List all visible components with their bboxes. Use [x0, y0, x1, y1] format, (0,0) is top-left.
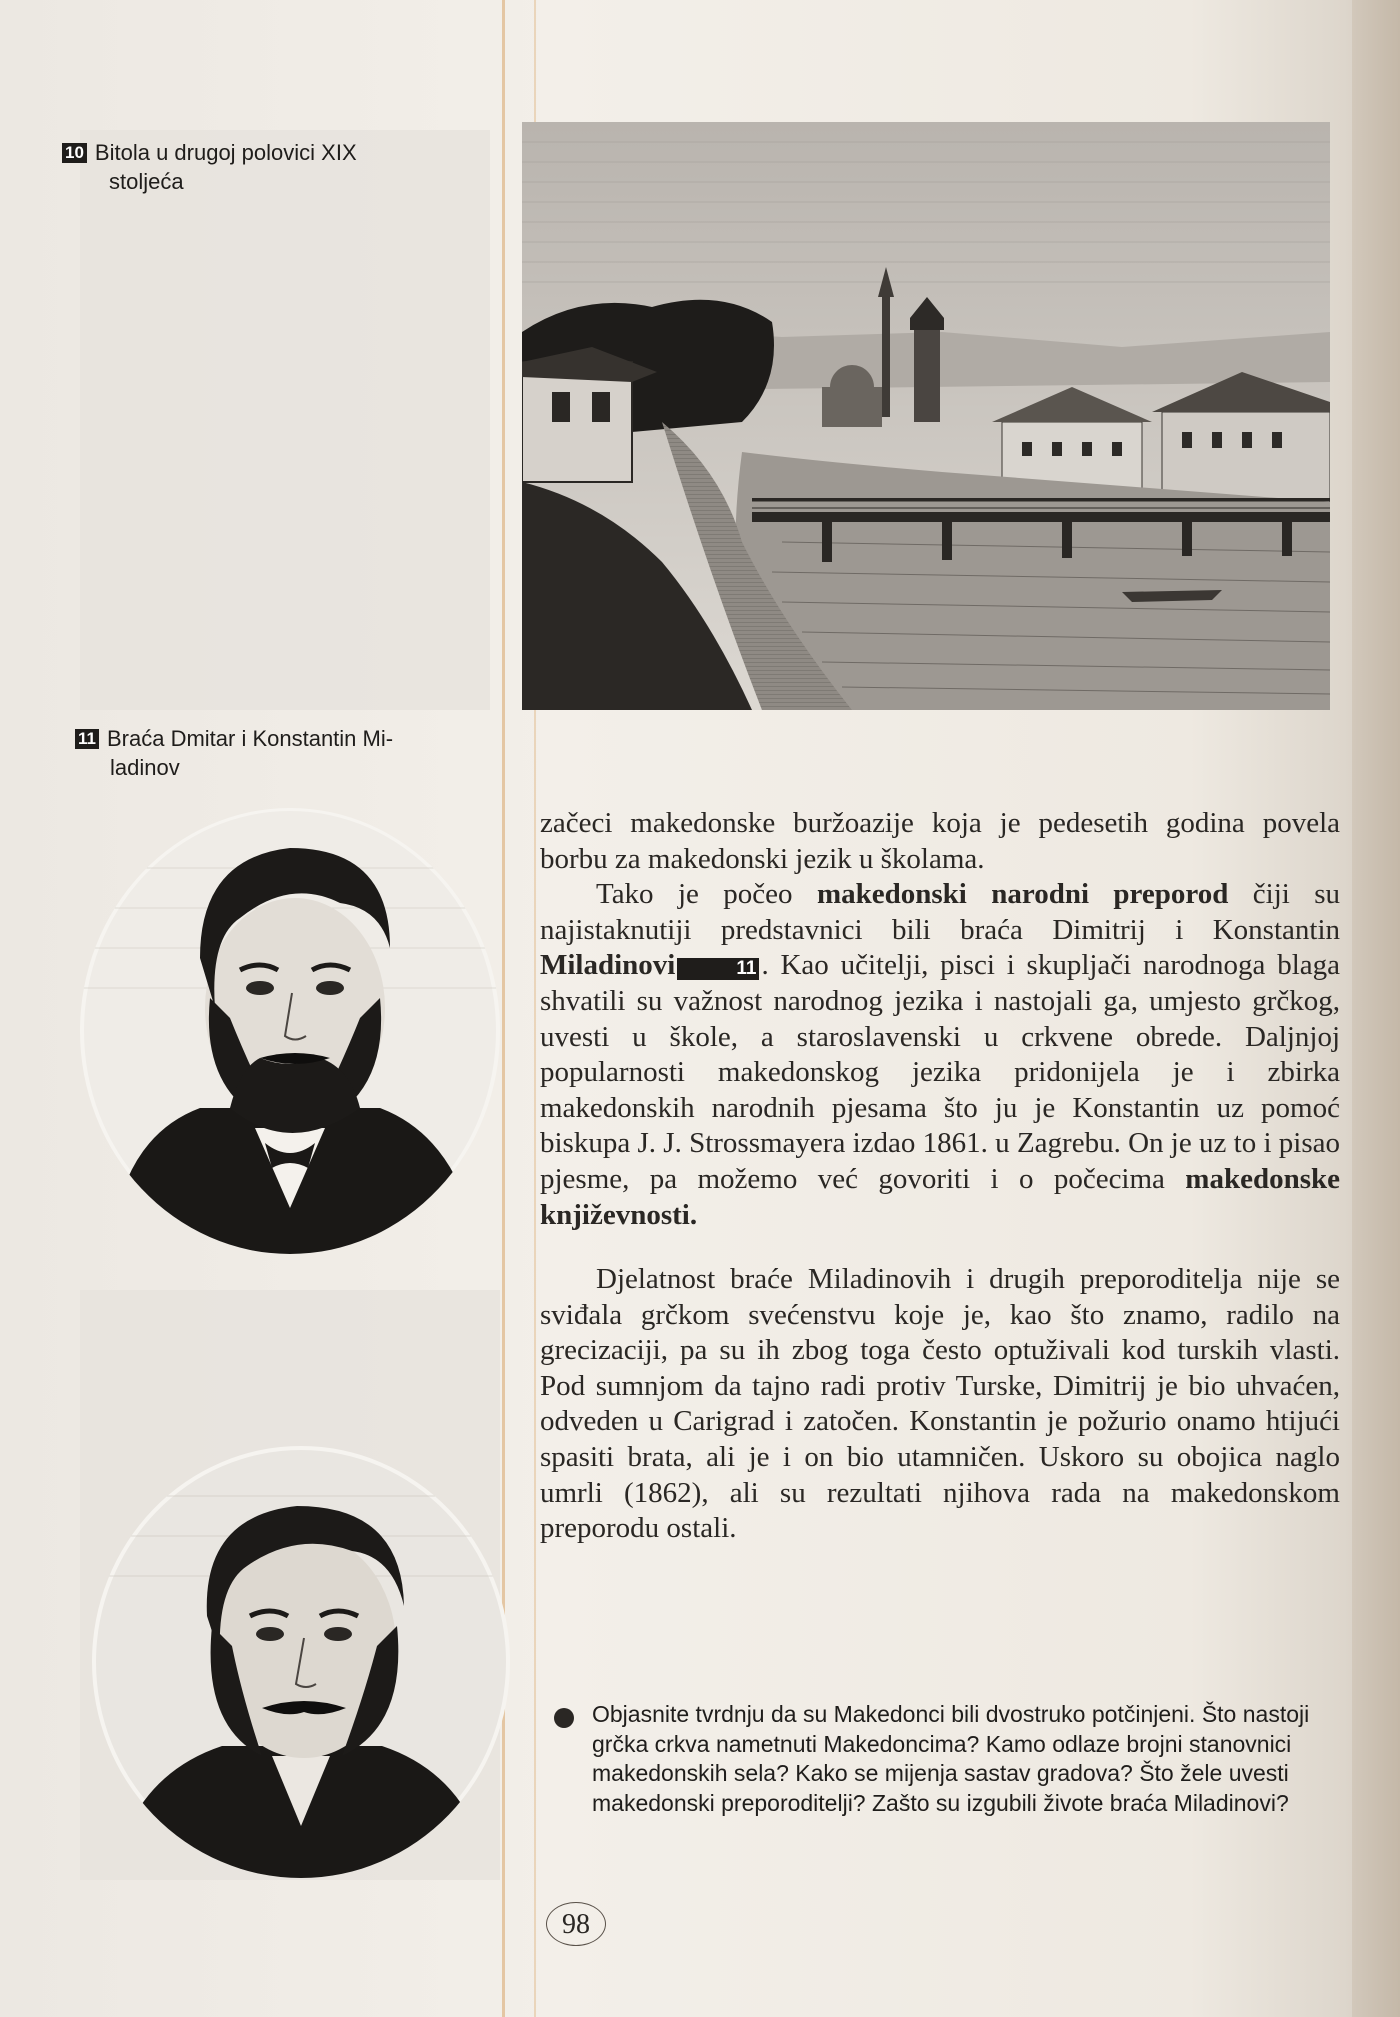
figure-10-number: 10 [62, 143, 87, 163]
figure-11-caption-line2: ladinov [110, 755, 180, 780]
term-narodni-preporod: makedonski narodni preporod [816, 878, 1229, 911]
portrait-dimitrij [80, 808, 500, 1254]
bullet-icon [554, 1708, 574, 1728]
paragraph-1: začeci makedonske buržoazije koja je pedesetih godina povela borbu za makedonski jezik u školama. [540, 807, 1340, 875]
main-text [540, 806, 1340, 1233]
paragraph-2-text-e: . Kao učitelji, pisci i skupljači narodnoga blaga shvatili su važnost narodnog jezika i nastojali ga, umjesto grčkog, uvesti u škole, a staroslavenski u crkvene obrede. Daljnjoj popularnosti makedonskog jezika pridonijela je i zbirka makedonskih narodnih pjesama što ju je Konstantin uz pomoć biskupa J. J. Strossmayera izdao 1861. u Zagrebu. On je uz to i pisao pjesme, pa možemo već govoriti i o počecima [540, 949, 1340, 1195]
figure-11-caption-line1: Braća Dmitar i Konstantin Mi- [106, 726, 394, 751]
figure-10-caption-line1: Bitola u drugoj polovici XIX [94, 140, 357, 165]
figure-11-caption [75, 724, 455, 782]
paragraph-2 [540, 877, 1340, 1233]
portrait-konstantin [92, 1446, 510, 1878]
bitola-engraving [522, 122, 1330, 710]
main-text-2 [540, 1262, 1340, 1547]
figure-11-reference: 11 [677, 958, 759, 980]
questions-text: Objasnite tvrdnju da su Makedonci bili dvostruko potčinjeni. Što nastoji grčka crkva nametnuti Makedoncima? Kamo odlaze brojni stanovnici makedonskih sela? Kako se mijenja sastav gradova? Što žele uvesti makedonski preporoditelji? Zašto su izgubili živote braća Miladinovi? [592, 1701, 1310, 1816]
portrait-dimitrij-svg [80, 808, 500, 1254]
bitola-engraving-svg [522, 122, 1330, 710]
paragraph-3: Djelatnost braće Miladinovih i drugih preporoditelja nije se sviđala grčkom svećenstvu koje je, kao što znamo, radilo na grecizaciji, pa su ih zbog toga često optuživali kod turskih vlasti. Pod sumnjom da tajno radi protiv Turske, Dimitrij je bio uhvaćen, odveden u Carigrad i zatočen. Konstantin je požurio onamo htijući spasiti brata, ali je i on bio utamničen. Uskoro su obojica naglo umrli (1862), ali su rezultati njihova rada na makedonskom preporodu ostali. [540, 1263, 1340, 1545]
term-knjizevnost: makedonske književnosti. [540, 1162, 1340, 1231]
page-number: 98 [546, 1902, 606, 1946]
bleed-through-panel-top [80, 130, 490, 710]
term-miladinovi: Miladinovi [540, 949, 676, 982]
next-page-edge [1352, 0, 1400, 2017]
figure-10-caption [62, 138, 422, 196]
figure-11-number: 11 [75, 729, 99, 749]
paragraph-2-text-a: Tako je počeo [596, 878, 817, 911]
paragraph-2-text-c: čiji su najistaknutiji predstavnici bili braća Dimitrij i Konstantin [540, 878, 1340, 946]
review-questions [550, 1700, 1350, 1818]
portrait-konstantin-svg [92, 1446, 510, 1878]
figure-10-caption-line2: stoljeća [109, 169, 184, 194]
